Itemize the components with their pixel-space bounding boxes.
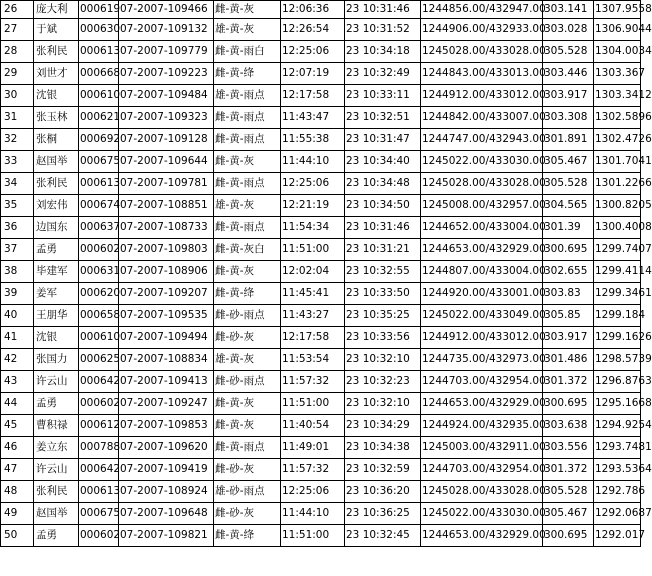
name-cell: 边国东 bbox=[34, 217, 79, 239]
coordinates-cell: 1244652.00/433004.00 bbox=[421, 217, 543, 239]
distance-cell: 300.695 bbox=[543, 239, 594, 261]
release-time-cell: 11:53:54 bbox=[281, 349, 345, 371]
table-row bbox=[1, 173, 641, 195]
name-cell: 姜立东 bbox=[34, 437, 79, 459]
ring-number-cell: 07-2007-109247 bbox=[119, 393, 214, 415]
member-id-cell: 000602 bbox=[79, 393, 119, 415]
rank-cell: 39 bbox=[1, 283, 34, 305]
speed-cell: 1294.9254 bbox=[594, 415, 641, 437]
table-row bbox=[1, 327, 641, 349]
name-cell: 沈银 bbox=[34, 85, 79, 107]
distance-cell: 301.372 bbox=[543, 459, 594, 481]
arrival-time-cell: 23 10:32:51 bbox=[345, 107, 421, 129]
name-cell: 张桐 bbox=[34, 129, 79, 151]
coordinates-cell: 1245022.00/433030.00 bbox=[421, 503, 543, 525]
distance-cell: 303.141 bbox=[543, 1, 594, 19]
coordinates-cell: 1245028.00/433028.00 bbox=[421, 41, 543, 63]
table-row bbox=[1, 459, 641, 481]
distance-cell: 305.528 bbox=[543, 481, 594, 503]
rank-cell: 43 bbox=[1, 371, 34, 393]
pigeon-desc-cell: 雌-黄-灰 bbox=[214, 1, 281, 19]
distance-cell: 301.372 bbox=[543, 371, 594, 393]
rank-cell: 45 bbox=[1, 415, 34, 437]
coordinates-cell: 1245022.00/433030.00 bbox=[421, 151, 543, 173]
ring-number-cell: 07-2007-109644 bbox=[119, 151, 214, 173]
name-cell: 孟勇 bbox=[34, 239, 79, 261]
coordinates-cell: 1244842.00/433007.00 bbox=[421, 107, 543, 129]
rank-cell: 40 bbox=[1, 305, 34, 327]
speed-cell: 1298.5739 bbox=[594, 349, 641, 371]
ring-number-cell: 07-2007-109466 bbox=[119, 1, 214, 19]
coordinates-cell: 1244653.00/432929.00 bbox=[421, 239, 543, 261]
arrival-time-cell: 23 10:33:50 bbox=[345, 283, 421, 305]
release-time-cell: 11:57:32 bbox=[281, 371, 345, 393]
ring-number-cell: 07-2007-109207 bbox=[119, 283, 214, 305]
table-row bbox=[1, 283, 641, 305]
member-id-cell: 000602 bbox=[79, 239, 119, 261]
release-time-cell: 12:07:19 bbox=[281, 63, 345, 85]
speed-cell: 1296.8763 bbox=[594, 371, 641, 393]
name-cell: 于斌 bbox=[34, 19, 79, 41]
ring-number-cell: 07-2007-109484 bbox=[119, 85, 214, 107]
speed-cell: 1303.367 bbox=[594, 63, 641, 85]
pigeon-desc-cell: 雌-黄-灰 bbox=[214, 261, 281, 283]
coordinates-cell: 1244703.00/432954.00 bbox=[421, 459, 543, 481]
rank-cell: 32 bbox=[1, 129, 34, 151]
arrival-time-cell: 23 10:34:40 bbox=[345, 151, 421, 173]
member-id-cell: 000613 bbox=[79, 41, 119, 63]
distance-cell: 303.917 bbox=[543, 85, 594, 107]
member-id-cell: 000602 bbox=[79, 525, 119, 547]
distance-cell: 305.467 bbox=[543, 151, 594, 173]
speed-cell: 1299.184 bbox=[594, 305, 641, 327]
pigeon-desc-cell: 雄-砂-雨点 bbox=[214, 481, 281, 503]
table-row bbox=[1, 19, 641, 41]
arrival-time-cell: 23 10:32:45 bbox=[345, 525, 421, 547]
arrival-time-cell: 23 10:31:46 bbox=[345, 217, 421, 239]
ring-number-cell: 07-2007-108924 bbox=[119, 481, 214, 503]
pigeon-desc-cell: 雌-黄-雨白 bbox=[214, 41, 281, 63]
arrival-time-cell: 23 10:33:56 bbox=[345, 327, 421, 349]
table-row bbox=[1, 415, 641, 437]
name-cell: 许云山 bbox=[34, 371, 79, 393]
pigeon-desc-cell: 雌-黄-绛 bbox=[214, 283, 281, 305]
speed-cell: 1299.4114 bbox=[594, 261, 641, 283]
coordinates-cell: 1244735.00/432973.00 bbox=[421, 349, 543, 371]
name-cell: 毕建军 bbox=[34, 261, 79, 283]
member-id-cell: 000692 bbox=[79, 129, 119, 151]
name-cell: 庞大利 bbox=[34, 1, 79, 19]
release-time-cell: 12:02:04 bbox=[281, 261, 345, 283]
pigeon-desc-cell: 雌-砂-灰 bbox=[214, 459, 281, 481]
release-time-cell: 12:26:54 bbox=[281, 19, 345, 41]
table-row bbox=[1, 217, 641, 239]
pigeon-desc-cell: 雌-黄-灰 bbox=[214, 393, 281, 415]
release-time-cell: 12:06:36 bbox=[281, 1, 345, 19]
name-cell: 许云山 bbox=[34, 459, 79, 481]
member-id-cell: 000788 bbox=[79, 437, 119, 459]
ring-number-cell: 07-2007-109413 bbox=[119, 371, 214, 393]
name-cell: 张利民 bbox=[34, 41, 79, 63]
pigeon-desc-cell: 雄-黄-灰 bbox=[214, 19, 281, 41]
ring-number-cell: 07-2007-108834 bbox=[119, 349, 214, 371]
name-cell: 张利民 bbox=[34, 173, 79, 195]
arrival-time-cell: 23 10:31:47 bbox=[345, 129, 421, 151]
ring-number-cell: 07-2007-109620 bbox=[119, 437, 214, 459]
table-row bbox=[1, 85, 641, 107]
pigeon-desc-cell: 雌-黄-雨点 bbox=[214, 437, 281, 459]
table-row bbox=[1, 151, 641, 173]
distance-cell: 305.528 bbox=[543, 41, 594, 63]
coordinates-cell: 1245022.00/433049.00 bbox=[421, 305, 543, 327]
ring-number-cell: 07-2007-109535 bbox=[119, 305, 214, 327]
name-cell: 赵国举 bbox=[34, 151, 79, 173]
rank-cell: 30 bbox=[1, 85, 34, 107]
release-time-cell: 11:45:41 bbox=[281, 283, 345, 305]
release-time-cell: 11:44:10 bbox=[281, 503, 345, 525]
speed-cell: 1307.9558 bbox=[594, 1, 641, 19]
distance-cell: 302.655 bbox=[543, 261, 594, 283]
member-id-cell: 000631 bbox=[79, 261, 119, 283]
pigeon-desc-cell: 雌-砂-雨点 bbox=[214, 305, 281, 327]
rank-cell: 49 bbox=[1, 503, 34, 525]
release-time-cell: 11:40:54 bbox=[281, 415, 345, 437]
name-cell: 刘宏伟 bbox=[34, 195, 79, 217]
arrival-time-cell: 23 10:32:10 bbox=[345, 393, 421, 415]
rank-cell: 33 bbox=[1, 151, 34, 173]
pigeon-desc-cell: 雄-黄-雨点 bbox=[214, 85, 281, 107]
member-id-cell: 000621 bbox=[79, 107, 119, 129]
distance-cell: 300.695 bbox=[543, 525, 594, 547]
speed-cell: 1293.5364 bbox=[594, 459, 641, 481]
coordinates-cell: 1244703.00/432954.00 bbox=[421, 371, 543, 393]
ring-number-cell: 07-2007-109223 bbox=[119, 63, 214, 85]
rank-cell: 28 bbox=[1, 41, 34, 63]
coordinates-cell: 1244653.00/432929.00 bbox=[421, 525, 543, 547]
speed-cell: 1299.3461 bbox=[594, 283, 641, 305]
member-id-cell: 000658 bbox=[79, 305, 119, 327]
member-id-cell: 000630 bbox=[79, 19, 119, 41]
speed-cell: 1292.017 bbox=[594, 525, 641, 547]
release-time-cell: 12:17:58 bbox=[281, 327, 345, 349]
pigeon-desc-cell: 雌-黄-雨点 bbox=[214, 217, 281, 239]
release-time-cell: 11:55:38 bbox=[281, 129, 345, 151]
ranking-table-body bbox=[1, 1, 652, 547]
table-row bbox=[1, 239, 641, 261]
release-time-cell: 11:43:47 bbox=[281, 107, 345, 129]
member-id-cell: 000625 bbox=[79, 349, 119, 371]
pigeon-desc-cell: 雌-黄-灰白 bbox=[214, 239, 281, 261]
table-row bbox=[1, 41, 641, 63]
pigeon-desc-cell: 雌-黄-雨点 bbox=[214, 173, 281, 195]
table-row bbox=[1, 305, 641, 327]
arrival-time-cell: 23 10:36:25 bbox=[345, 503, 421, 525]
coordinates-cell: 1244747.00/432943.00 bbox=[421, 129, 543, 151]
release-time-cell: 12:25:06 bbox=[281, 173, 345, 195]
coordinates-cell: 1244912.00/433012.00 bbox=[421, 327, 543, 349]
distance-cell: 303.556 bbox=[543, 437, 594, 459]
table-row bbox=[1, 437, 641, 459]
pigeon-desc-cell: 雌-黄-绛 bbox=[214, 63, 281, 85]
ring-number-cell: 07-2007-109128 bbox=[119, 129, 214, 151]
rank-cell: 47 bbox=[1, 459, 34, 481]
pigeon-desc-cell: 雌-黄-灰 bbox=[214, 415, 281, 437]
name-cell: 姜军 bbox=[34, 283, 79, 305]
rank-cell: 48 bbox=[1, 481, 34, 503]
ring-number-cell: 07-2007-109781 bbox=[119, 173, 214, 195]
rank-cell: 31 bbox=[1, 107, 34, 129]
distance-cell: 305.528 bbox=[543, 173, 594, 195]
distance-cell: 303.308 bbox=[543, 107, 594, 129]
name-cell: 张利民 bbox=[34, 481, 79, 503]
arrival-time-cell: 23 10:32:55 bbox=[345, 261, 421, 283]
speed-cell: 1299.7407 bbox=[594, 239, 641, 261]
release-time-cell: 11:51:00 bbox=[281, 393, 345, 415]
rank-cell: 46 bbox=[1, 437, 34, 459]
member-id-cell: 000620 bbox=[79, 283, 119, 305]
coordinates-cell: 1245028.00/433028.00 bbox=[421, 173, 543, 195]
table-row bbox=[1, 195, 641, 217]
speed-cell: 1292.0687 bbox=[594, 503, 641, 525]
pigeon-desc-cell: 雄-黄-灰 bbox=[214, 349, 281, 371]
distance-cell: 303.638 bbox=[543, 415, 594, 437]
member-id-cell: 000642 bbox=[79, 371, 119, 393]
rank-cell: 29 bbox=[1, 63, 34, 85]
ring-number-cell: 07-2007-109494 bbox=[119, 327, 214, 349]
release-time-cell: 11:49:01 bbox=[281, 437, 345, 459]
distance-cell: 305.467 bbox=[543, 503, 594, 525]
rank-cell: 44 bbox=[1, 393, 34, 415]
speed-cell: 1301.7041 bbox=[594, 151, 641, 173]
arrival-time-cell: 23 10:32:49 bbox=[345, 63, 421, 85]
arrival-time-cell: 23 10:36:20 bbox=[345, 481, 421, 503]
release-time-cell: 11:51:00 bbox=[281, 525, 345, 547]
arrival-time-cell: 23 10:34:29 bbox=[345, 415, 421, 437]
arrival-time-cell: 23 10:33:11 bbox=[345, 85, 421, 107]
name-cell: 刘世才 bbox=[34, 63, 79, 85]
table-row bbox=[1, 525, 641, 547]
distance-cell: 305.85 bbox=[543, 305, 594, 327]
pigeon-desc-cell: 雌-砂-灰 bbox=[214, 503, 281, 525]
ring-number-cell: 07-2007-109419 bbox=[119, 459, 214, 481]
coordinates-cell: 1244843.00/433013.00 bbox=[421, 63, 543, 85]
member-id-cell: 000610 bbox=[79, 327, 119, 349]
table-row bbox=[1, 261, 641, 283]
distance-cell: 303.83 bbox=[543, 283, 594, 305]
ring-number-cell: 07-2007-109821 bbox=[119, 525, 214, 547]
member-id-cell: 000668 bbox=[79, 63, 119, 85]
coordinates-cell: 1245003.00/432911.00 bbox=[421, 437, 543, 459]
speed-cell: 1302.5896 bbox=[594, 107, 641, 129]
name-cell: 张国力 bbox=[34, 349, 79, 371]
arrival-time-cell: 23 10:31:52 bbox=[345, 19, 421, 41]
speed-cell: 1301.2266 bbox=[594, 173, 641, 195]
arrival-time-cell: 23 10:34:50 bbox=[345, 195, 421, 217]
arrival-time-cell: 23 10:32:10 bbox=[345, 349, 421, 371]
coordinates-cell: 1244906.00/432933.00 bbox=[421, 19, 543, 41]
table-row bbox=[1, 481, 641, 503]
release-time-cell: 12:21:19 bbox=[281, 195, 345, 217]
release-time-cell: 11:43:27 bbox=[281, 305, 345, 327]
speed-cell: 1300.8205 bbox=[594, 195, 641, 217]
speed-cell: 1302.4726 bbox=[594, 129, 641, 151]
speed-cell: 1299.1626 bbox=[594, 327, 641, 349]
ring-number-cell: 07-2007-109853 bbox=[119, 415, 214, 437]
speed-cell: 1304.0034 bbox=[594, 41, 641, 63]
distance-cell: 300.695 bbox=[543, 393, 594, 415]
rank-cell: 34 bbox=[1, 173, 34, 195]
ring-number-cell: 07-2007-108906 bbox=[119, 261, 214, 283]
name-cell: 赵国举 bbox=[34, 503, 79, 525]
ring-number-cell: 07-2007-109648 bbox=[119, 503, 214, 525]
coordinates-cell: 1244807.00/433004.00 bbox=[421, 261, 543, 283]
release-time-cell: 12:25:06 bbox=[281, 481, 345, 503]
arrival-time-cell: 23 10:32:59 bbox=[345, 459, 421, 481]
arrival-time-cell: 23 10:32:23 bbox=[345, 371, 421, 393]
pigeon-desc-cell: 雌-砂-雨点 bbox=[214, 371, 281, 393]
coordinates-cell: 1244856.00/432947.00 bbox=[421, 1, 543, 19]
release-time-cell: 11:57:32 bbox=[281, 459, 345, 481]
coordinates-cell: 1244920.00/433001.00 bbox=[421, 283, 543, 305]
member-id-cell: 000675 bbox=[79, 151, 119, 173]
name-cell: 沈银 bbox=[34, 327, 79, 349]
arrival-time-cell: 23 10:35:25 bbox=[345, 305, 421, 327]
arrival-time-cell: 23 10:34:18 bbox=[345, 41, 421, 63]
member-id-cell: 000613 bbox=[79, 173, 119, 195]
ring-number-cell: 07-2007-108733 bbox=[119, 217, 214, 239]
member-id-cell: 000612 bbox=[79, 415, 119, 437]
release-time-cell: 11:51:00 bbox=[281, 239, 345, 261]
pigeon-desc-cell: 雌-黄-雨点 bbox=[214, 129, 281, 151]
member-id-cell: 000642 bbox=[79, 459, 119, 481]
member-id-cell: 000613 bbox=[79, 481, 119, 503]
release-time-cell: 12:17:58 bbox=[281, 85, 345, 107]
release-time-cell: 11:54:34 bbox=[281, 217, 345, 239]
release-time-cell: 11:44:10 bbox=[281, 151, 345, 173]
name-cell: 曹积禄 bbox=[34, 415, 79, 437]
table-row bbox=[1, 63, 641, 85]
member-id-cell: 000619 bbox=[79, 1, 119, 19]
table-row bbox=[1, 371, 641, 393]
speed-cell: 1295.1668 bbox=[594, 393, 641, 415]
ring-number-cell: 07-2007-109323 bbox=[119, 107, 214, 129]
speed-cell: 1303.3412 bbox=[594, 85, 641, 107]
speed-cell: 1300.4008 bbox=[594, 217, 641, 239]
distance-cell: 301.39 bbox=[543, 217, 594, 239]
distance-cell: 303.917 bbox=[543, 327, 594, 349]
table-row bbox=[1, 349, 641, 371]
rank-cell: 35 bbox=[1, 195, 34, 217]
speed-cell: 1292.786 bbox=[594, 481, 641, 503]
rank-cell: 41 bbox=[1, 327, 34, 349]
distance-cell: 301.486 bbox=[543, 349, 594, 371]
rank-cell: 38 bbox=[1, 261, 34, 283]
speed-cell: 1293.7481 bbox=[594, 437, 641, 459]
member-id-cell: 000610 bbox=[79, 85, 119, 107]
rank-cell: 42 bbox=[1, 349, 34, 371]
pigeon-desc-cell: 雌-黄-灰 bbox=[214, 151, 281, 173]
name-cell: 孟勇 bbox=[34, 393, 79, 415]
distance-cell: 304.565 bbox=[543, 195, 594, 217]
table-row bbox=[1, 393, 641, 415]
table-row bbox=[1, 107, 641, 129]
speed-cell: 1306.9044 bbox=[594, 19, 641, 41]
pigeon-desc-cell: 雄-黄-灰 bbox=[214, 195, 281, 217]
coordinates-cell: 1245028.00/433028.00 bbox=[421, 481, 543, 503]
coordinates-cell: 1244912.00/433012.00 bbox=[421, 85, 543, 107]
arrival-time-cell: 23 10:34:48 bbox=[345, 173, 421, 195]
ring-number-cell: 07-2007-109779 bbox=[119, 41, 214, 63]
ring-number-cell: 07-2007-108851 bbox=[119, 195, 214, 217]
member-id-cell: 000674 bbox=[79, 195, 119, 217]
rank-cell: 37 bbox=[1, 239, 34, 261]
coordinates-cell: 1244653.00/432929.00 bbox=[421, 393, 543, 415]
pigeon-desc-cell: 雌-黄-绛 bbox=[214, 525, 281, 547]
distance-cell: 303.028 bbox=[543, 19, 594, 41]
member-id-cell: 000675 bbox=[79, 503, 119, 525]
distance-cell: 303.446 bbox=[543, 63, 594, 85]
rank-cell: 26 bbox=[1, 1, 34, 19]
distance-cell: 301.891 bbox=[543, 129, 594, 151]
table-row bbox=[1, 1, 641, 19]
arrival-time-cell: 23 10:34:38 bbox=[345, 437, 421, 459]
name-cell: 张玉林 bbox=[34, 107, 79, 129]
coordinates-cell: 1245008.00/432957.00 bbox=[421, 195, 543, 217]
ring-number-cell: 07-2007-109803 bbox=[119, 239, 214, 261]
coordinates-cell: 1244924.00/432935.00 bbox=[421, 415, 543, 437]
table-row bbox=[1, 129, 641, 151]
arrival-time-cell: 23 10:31:21 bbox=[345, 239, 421, 261]
table-row bbox=[1, 503, 641, 525]
ring-number-cell: 07-2007-109132 bbox=[119, 19, 214, 41]
rank-cell: 36 bbox=[1, 217, 34, 239]
pigeon-desc-cell: 雌-黄-雨点 bbox=[214, 107, 281, 129]
release-time-cell: 12:25:06 bbox=[281, 41, 345, 63]
pigeon-desc-cell: 雌-砂-灰 bbox=[214, 327, 281, 349]
name-cell: 孟勇 bbox=[34, 525, 79, 547]
name-cell: 王朋华 bbox=[34, 305, 79, 327]
rank-cell: 27 bbox=[1, 19, 34, 41]
member-id-cell: 000637 bbox=[79, 217, 119, 239]
rank-cell: 50 bbox=[1, 525, 34, 547]
arrival-time-cell: 23 10:31:46 bbox=[345, 1, 421, 19]
